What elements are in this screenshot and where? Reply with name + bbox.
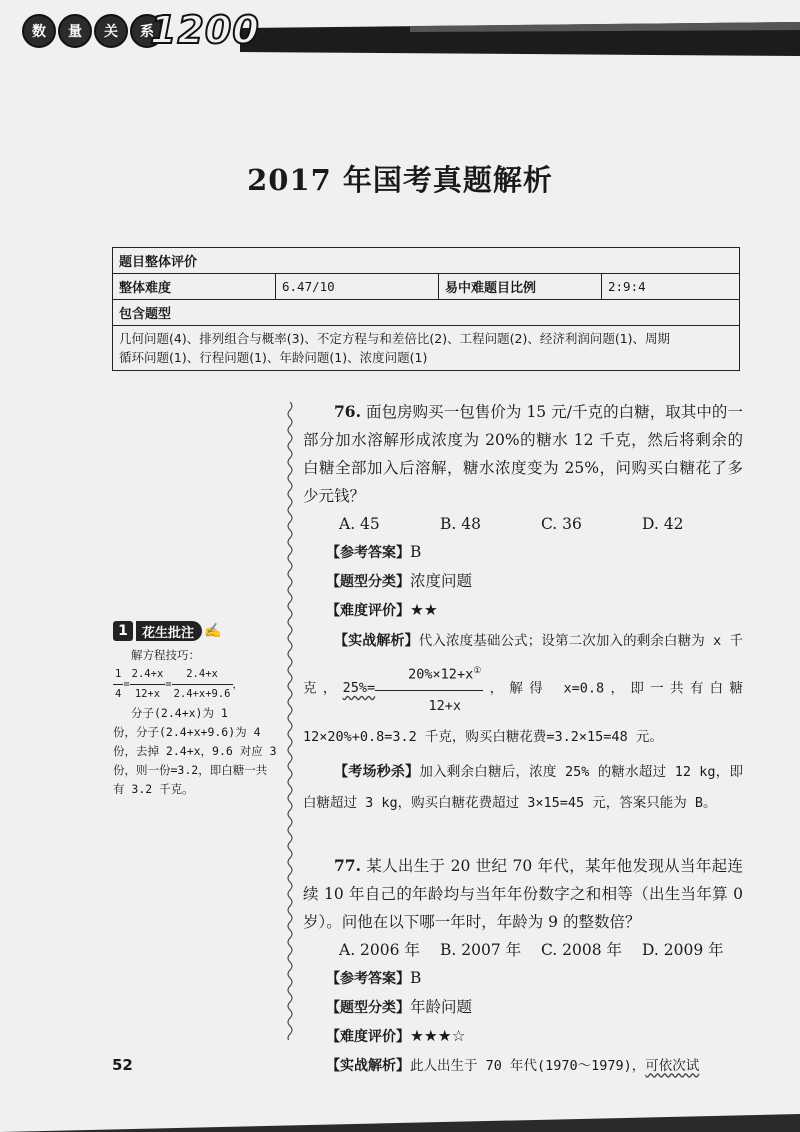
denominator: 2.4+x+9.6 [173,688,231,700]
option: A. 2006 年 [339,940,420,959]
difficulty-tag: 【难度评价】 [326,603,410,619]
logo-char: 数 [22,14,56,48]
answer-tag: 【参考答案】 [326,545,410,561]
option: C. 2008 年 [541,940,623,959]
note-header [113,620,278,642]
table-row [113,248,740,274]
note-text [113,704,278,799]
note-equation: $\frac{1}{4}$ = $\frac{2.4+x}{12+x}$ = $\frac{2.4+x}{2.4+x+9.6}$ ， [113,665,278,704]
column-divider [286,402,294,1040]
types-cell [113,326,740,371]
numerator: 2.4+x [130,665,166,685]
side-note [113,620,278,799]
summary-table [112,247,740,371]
table-row [113,326,740,371]
answer-line [326,964,743,993]
types-line: 循环问题(1)、行程问题(1)、年龄问题(1)、浓度问题(1) [119,350,428,365]
analysis-tag: 【实战解析】 [334,633,419,649]
quick-76 [303,756,743,818]
fraction [113,665,123,704]
fraction [375,656,483,721]
question-77 [303,852,743,936]
note-number: 1 [113,621,133,641]
analysis-text: 代入浓度基础公式；设第二次加入的剩余白糖为 x 千克， [303,633,743,697]
option: D. 2009 年 [642,940,724,959]
analysis-76 [303,625,743,752]
logo-chars [22,14,166,48]
overall-label: 题目整体评价 [113,248,740,274]
type-line [326,993,743,1022]
option: A. 45 [339,515,380,533]
analysis-77 [326,1051,743,1080]
type-value: 浓度问题 [410,572,473,590]
options-77 [339,936,743,964]
question-number: 76. [334,402,361,421]
equation-left: 25%= [342,680,376,697]
question-76 [303,398,743,510]
footnote-mark: ① [473,666,482,676]
analysis-tag: 【实战解析】 [326,1057,410,1074]
difficulty-stars: ★★ [410,601,438,619]
types-line: 几何问题(4)、排列组合与概率(3)、不定方程与和差倍比(2)、工程问题(2)、经济利润问题(1)、周期 [119,331,671,346]
main-column [303,398,743,1080]
numerator: 1 [113,665,123,685]
difficulty-stars: ★★★☆ [410,1026,466,1045]
logo-char: 系 [130,14,164,48]
difficulty-line [326,1022,743,1051]
analysis-text: 此人出生于 70 年代(1970～1979)， [410,1057,646,1074]
quick-tag: 【考场秒杀】 [334,763,420,780]
logo-char: 关 [94,14,128,48]
answer-value: B [410,968,422,987]
denominator: 12+x [134,688,161,700]
denominator: 4 [115,688,122,700]
types-label: 包含题型 [113,300,740,326]
page-number: 52 [112,1056,133,1074]
denominator: 12+x [428,697,461,714]
option: B. 2007 年 [440,940,522,959]
note-line: 分子(2.4+x)为 1 [131,706,228,720]
answer-line [326,538,743,567]
pen-icon: ✍ [204,623,222,639]
difficulty-line [326,596,743,625]
note-line: 份，分子(2.4+x+9.6)为 4 份，去掉 2.4+x，9.6 对应 3 份，则一份=3.2，即白糖一共有 3.2 千克。 [113,725,277,796]
type-line [326,567,743,596]
question-text: 某人出生于 20 世纪 70 年代，某年他发现从当年起连续 10 年自己的年龄均与当年年份数字之和相等（出生当年算 0 岁）。问他在以下哪一年时，年龄为 9 的整数倍？ [303,856,743,931]
option: B. 48 [440,515,481,533]
note-body [113,646,278,799]
logo-number: 1200 [150,8,260,52]
question-number: 77. [334,855,361,875]
page-header [0,0,800,70]
type-tag: 【题型分类】 [326,999,410,1016]
options-76 [339,510,743,538]
fraction [130,665,166,704]
page-title: 2017 年国考真题解析 [247,163,553,197]
type-value: 年龄问题 [410,997,473,1016]
table-row [113,300,740,326]
option: D. 42 [642,515,684,533]
type-tag: 【题型分类】 [326,574,410,590]
logo-char: 量 [58,14,92,48]
quick-text: 加入剩余白糖后，浓度 25% 的糖水超过 12 kg，即白糖超过 3 kg，购买白糖花费超过 3×15=45 元，答案只能为 B。 [303,763,744,811]
equation-end: ， [232,678,243,691]
numerator: 2.4+x [172,665,233,685]
note-line: 解方程技巧： [131,648,200,662]
table-row [113,274,740,300]
numerator [375,656,483,691]
answer-value: B [410,543,422,561]
header-band [240,22,800,56]
question-text: 面包房购买一包售价为 15 元/千克的白糖，取其中的一部分加水溶解形成浓度为 20%的糖水 12 千克，然后将剩余的白糖全部加入后溶解，糖水浓度变为 25%，问购买白糖花了多少元钱？ [303,403,743,505]
ratio-value: 2:9:4 [602,274,740,300]
ratio-label: 易中难题目比例 [439,274,602,300]
analysis-text: ，解得 x=0.8，即一共有白糖 12×20%+0.8=3.2 千克，购买白糖花费=3.2×15=48 元。 [303,680,743,745]
answer-tag: 【参考答案】 [326,970,410,987]
difficulty-tag: 【难度评价】 [326,1028,410,1045]
option: C. 36 [541,515,582,533]
note-title: 花生批注 [136,621,202,641]
difficulty-value: 6.47/10 [276,274,439,300]
fraction [172,665,233,704]
scan-edge-shadow [0,1108,800,1132]
analysis-text-wavy: 可依次试 [645,1057,700,1074]
numerator-text: 20%×12+x [408,666,474,683]
difficulty-label: 整体难度 [113,274,276,300]
